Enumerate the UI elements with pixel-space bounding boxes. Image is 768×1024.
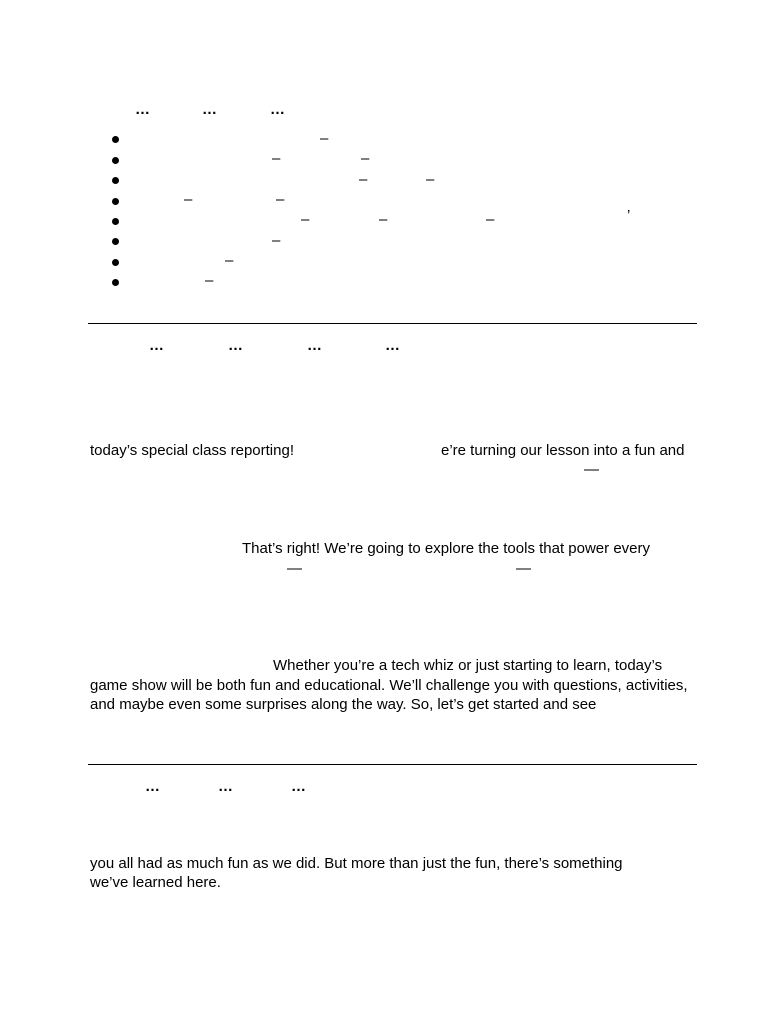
dash-mark: – (379, 211, 388, 228)
list-bullet (112, 157, 119, 164)
dash-mark: – (301, 211, 310, 228)
ellipsis: … (291, 778, 306, 795)
dash-mark: – (272, 232, 281, 249)
em-dash-mark: — (287, 560, 302, 577)
ellipsis: … (218, 778, 233, 795)
em-dash-mark: — (584, 461, 599, 478)
list-bullet (112, 259, 119, 266)
paragraph-text: Whether you’re a tech whiz or just starting to learn, today’s (273, 657, 663, 674)
horizontal-rule (88, 764, 697, 765)
list-bullet (112, 198, 119, 205)
dash-mark: – (225, 252, 234, 269)
ellipsis: … (145, 778, 160, 795)
paragraph-text: and maybe even some surprises along the way. So, let’s get started and see (90, 696, 597, 713)
paragraph-text: today’s special class reporting! (90, 442, 294, 459)
paragraph-text: game show will be both fun and educational. We’ll challenge you with questions, activities, (90, 677, 688, 694)
apostrophe-mark: ’ (627, 207, 631, 224)
paragraph-text: you all had as much fun as we did. But more than just the fun, there’s something (90, 855, 623, 872)
dash-mark: – (205, 272, 214, 289)
paragraph-text: e’re turning our lesson into a fun and (441, 442, 685, 459)
ellipsis: … (135, 101, 150, 118)
em-dash-mark: — (516, 560, 531, 577)
list-bullet (112, 218, 119, 225)
paragraph-text: we’ve learned here. (90, 874, 221, 891)
ellipsis: … (270, 101, 285, 118)
dash-mark: – (426, 171, 435, 188)
dash-mark: – (320, 130, 329, 147)
paragraph-text: That’s right! We’re going to explore the tools that power every (242, 540, 650, 557)
ellipsis: … (202, 101, 217, 118)
list-bullet (112, 177, 119, 184)
ellipsis: … (307, 337, 322, 354)
dash-mark: – (361, 150, 370, 167)
horizontal-rule (88, 323, 697, 324)
list-bullet (112, 238, 119, 245)
ellipsis: … (385, 337, 400, 354)
dash-mark: – (272, 150, 281, 167)
ellipsis: … (149, 337, 164, 354)
ellipsis: … (228, 337, 243, 354)
list-bullet (112, 136, 119, 143)
dash-mark: – (359, 171, 368, 188)
dash-mark: – (486, 211, 495, 228)
list-bullet (112, 279, 119, 286)
dash-mark: – (276, 191, 285, 208)
dash-mark: – (184, 191, 193, 208)
